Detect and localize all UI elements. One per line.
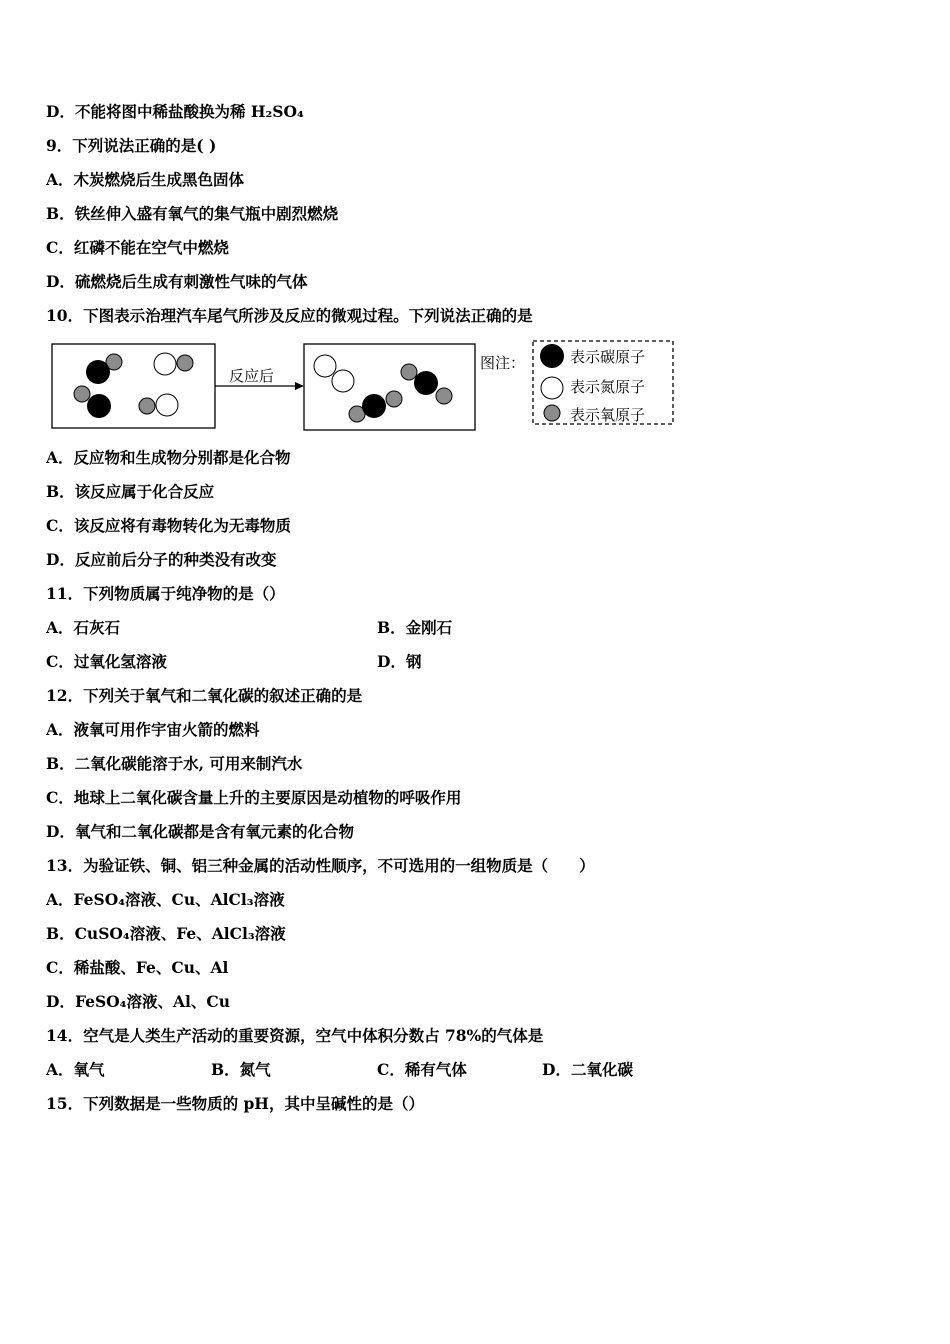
- question-11-option-a: A．石灰石: [46, 618, 121, 637]
- nitrogen-atom: [156, 394, 178, 416]
- oxygen-atom: [386, 391, 402, 407]
- nitrogen-atom: [314, 355, 336, 377]
- question-9-option-c: C．红磷不能在空气中燃烧: [46, 238, 229, 257]
- question-13-option-b: B．CuSO₄溶液、Fe、AlCl₃溶液: [46, 924, 286, 943]
- question-12-option-a: A．液氧可用作宇宙火箭的燃料: [46, 720, 260, 739]
- question-10-option-d: D．反应前后分子的种类没有改变: [46, 550, 277, 569]
- question-11: 11．下列物质属于纯净物的是（）: [46, 584, 285, 603]
- legend-carbon-icon: [540, 344, 564, 368]
- question-9: 9．下列说法正确的是( ): [46, 136, 217, 155]
- question-13: 13．为验证铁、铜、铝三种金属的活动性顺序，不可选用的一组物质是（ ）: [46, 856, 595, 875]
- legend-oxygen-icon: [544, 405, 560, 421]
- legend-carbon-label: 表示碳原子: [570, 348, 646, 366]
- nitrogen-atom: [332, 370, 354, 392]
- question-13-option-d: D．FeSO₄溶液、Al、Cu: [46, 992, 230, 1011]
- question-13-option-c: C．稀盐酸、Fe、Cu、Al: [46, 958, 229, 977]
- oxygen-atom: [401, 364, 417, 380]
- question-10: 10．下图表示治理汽车尾气所涉及反应的微观过程。下列说法正确的是: [46, 306, 533, 325]
- question-12-option-d: D．氧气和二氧化碳都是含有氧元素的化合物: [46, 822, 354, 841]
- question-13-option-a: A．FeSO₄溶液、Cu、AlCl₃溶液: [46, 890, 285, 909]
- oxygen-atom: [436, 388, 452, 404]
- question-9-option-b: B．铁丝伸入盛有氧气的集气瓶中剧烈燃烧: [46, 204, 339, 223]
- question-9-option-a: A．木炭燃烧后生成黑色固体: [46, 170, 245, 189]
- legend-nitrogen-icon: [541, 377, 563, 399]
- question-14-option-d: D．二氧化碳: [542, 1060, 633, 1079]
- question-10-option-a: A．反应物和生成物分别都是化合物: [46, 448, 291, 467]
- question-11-option-c: C．过氧化氢溶液: [46, 652, 167, 671]
- question-11-option-d: D．钢: [377, 652, 422, 671]
- question-14-option-b: B．氮气: [211, 1060, 271, 1079]
- question-10-option-b: B．该反应属于化合反应: [46, 482, 215, 501]
- oxygen-atom: [139, 398, 155, 414]
- question-12: 12．下列关于氧气和二氧化碳的叙述正确的是: [46, 686, 363, 705]
- question-10-option-c: C．该反应将有毒物转化为无毒物质: [46, 516, 291, 535]
- legend-title: 图注：: [480, 354, 526, 372]
- carbon-atom: [414, 371, 438, 395]
- legend-oxygen-label: 表示氧原子: [570, 406, 646, 424]
- question-8-option-d: D．不能将图中稀盐酸换为稀 H₂SO₄: [46, 102, 304, 121]
- nitrogen-atom: [154, 353, 176, 375]
- legend-nitrogen-label: 表示氮原子: [570, 378, 646, 396]
- carbon-atom: [87, 394, 111, 418]
- arrow-label: 反应后: [229, 367, 275, 385]
- question-11-option-b: B．金刚石: [377, 618, 453, 637]
- reaction-diagram: [46, 336, 686, 436]
- question-12-option-b: B．二氧化碳能溶于水, 可用来制汽水: [46, 754, 303, 773]
- carbon-atom: [86, 360, 110, 384]
- question-14-option-a: A．氧气: [46, 1060, 105, 1079]
- oxygen-atom: [177, 355, 193, 371]
- oxygen-atom: [74, 386, 90, 402]
- carbon-atom: [362, 394, 386, 418]
- question-15: 15．下列数据是一些物质的 pH，其中呈碱性的是（）: [46, 1094, 424, 1113]
- question-9-option-d: D．硫燃烧后生成有刺激性气味的气体: [46, 272, 308, 291]
- question-14: 14．空气是人类生产活动的重要资源，空气中体积分数占 78%的气体是: [46, 1026, 544, 1045]
- arrow-head-icon: [295, 382, 304, 390]
- question-12-option-c: C．地球上二氧化碳含量上升的主要原因是动植物的呼吸作用: [46, 788, 462, 807]
- question-14-option-c: C．稀有气体: [377, 1060, 467, 1079]
